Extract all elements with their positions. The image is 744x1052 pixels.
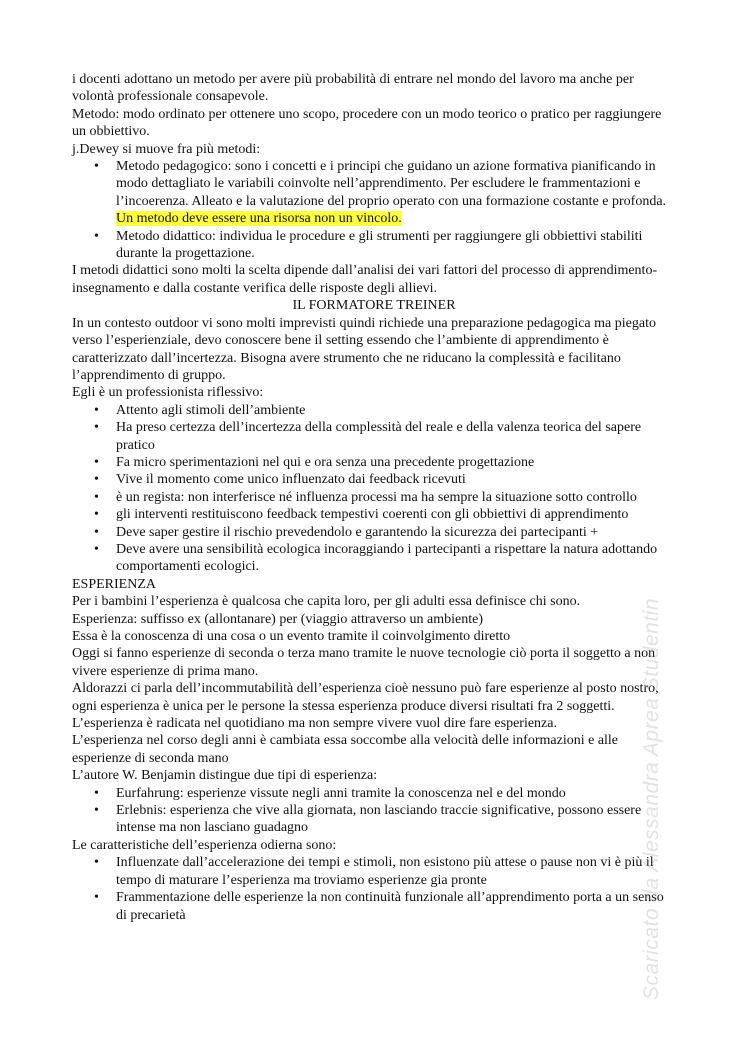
section-heading-esperienza: ESPERIENZA: [72, 576, 156, 592]
list-item: • Frammentazione delle esperienze la non continuità funzionale all’apprendimento porta a un senso di precarietà: [116, 889, 676, 924]
list-item: • Deve avere una sensibilità ecologica incoraggiando i partecipanti a rispettare la natura adottando comportamenti ecologici.: [116, 541, 676, 576]
list-item: • Attento agli stimoli dell’ambiente: [116, 402, 676, 419]
list-item: • Deve saper gestire il rischio prevedendolo e garantendo la sicurezza dei partecipanti +: [116, 524, 676, 541]
esperienza-paragraph: Essa è la conoscenza di una cosa o un evento tramite il coinvolgimento diretto: [72, 629, 511, 644]
esperienza-paragraph: L’autore W. Benjamin distingue due tipi di esperienza:: [72, 768, 378, 784]
formatore-paragraph: In un contesto outdoor vi sono molti imprevisti quindi richiede una preparazione pedagogica ma piegato verso l’esperienziale, devo conoscere bene il setting essendo che l’ambiente di apprendimento è caratterizzato dall’incertezza. Bisogna avere strumento che ne riducano la complessità e facilitano l’apprendimento di gruppo.: [72, 315, 656, 383]
esperienza-paragraph: Aldorazzi ci parla dell’incommutabilità dell’esperienza cioè nessuno può fare esperienze al posto nostro, ogni esperienza è unica per le persone la stessa esperienza produce diversi risultati fra 2 soggetti. L’esperienza è radicata nel quotidiano ma non sempre vivere vuol dire fare esperienza.: [72, 681, 659, 732]
method-definition: Metodo: modo ordinato per ottenere uno scopo, procedere con un modo teorico o pratico per raggiungere un obbiettivo.: [72, 106, 662, 140]
list-item: • Influenzate dall’accelerazione dei tempi e stimoli, non esistono più attese o pause non vi è più il tempo di maturare l’esperienza ma troviamo esperienze gia pronte: [116, 854, 676, 889]
list-item: • Erlebnis: esperienza che vive alla giornata, non lasciando traccie significative, possono essere intense ma non lasciano guadagno: [116, 802, 676, 837]
list-item: • Eurfahrung: esperienze vissute negli anni tramite la conoscenza nel e del mondo: [116, 785, 676, 802]
list-item: • gli interventi restituiscono feedback tempestivi coerenti con gli obbiettivi di apprendimento: [116, 506, 676, 523]
list-item: • Vive il momento come unico influenzato dai feedback ricevuti: [116, 471, 676, 488]
highlighted-text: Un metodo deve essere una risorsa non un vincolo.: [116, 211, 402, 227]
list-item: • è un regista: non interferisce né influenza processi ma ha sempre la situazione sotto controllo: [116, 489, 676, 506]
section-heading-formatore: IL FORMATORE TREINER: [292, 298, 456, 314]
watermark: Scaricato da Alessandra Aprea Studentin: [640, 597, 663, 1000]
intro-paragraph: i docenti adottano un metodo per avere più probabilità di entrare nel mondo del lavoro ma anche per volontà professionale consapevole.: [72, 72, 634, 105]
esperienza-paragraph: Per i bambini l’esperienza è qualcosa che capita loro, per gli adulti essa definisce chi sono.: [72, 594, 581, 610]
list-item: • Fa micro sperimentazioni nel qui e ora senza una precedente progettazione: [116, 454, 676, 471]
traits-list: [72, 402, 676, 576]
esperienza-paragraph: Oggi si fanno esperienze di seconda o terza mano tramite le nuove tecnologie ciò porta il soggetto a non vivere esperienze di prima mano.: [72, 646, 656, 679]
characteristics-list: [72, 854, 676, 924]
list-item: • Metodo didattico: individua le procedure e gli strumenti per raggiungere gli obbiettivi stabiliti durante la progettazione.: [116, 228, 676, 263]
experience-types-list: [72, 785, 676, 837]
document-page: [72, 71, 676, 924]
methods-list: [72, 158, 676, 262]
formatore-lead: Egli è un professionista riflessivo:: [72, 385, 264, 401]
list-item: • Metodo pedagogico: sono i concetti e i principi che guidano un azione formativa pianificando in modo dettagliato le variabili coinvolte nell’apprendimento. Per escludere le frammentazioni e l’incoerenza. Alleato e la valutazione del proprio operato con una formazione costante e profonda. Un metodo deve essere una risorsa non un vincolo.: [116, 158, 676, 228]
esperienza-paragraph: Esperienza: suffisso ex (allontanare) per (viaggio attraverso un ambiente): [72, 611, 484, 627]
characteristics-lead: Le caratteristiche dell’esperienza odierna sono:: [72, 837, 337, 853]
list-item: • Ha preso certezza dell’incertezza della complessità del reale e della valenza teorica del sapere pratico: [116, 419, 676, 454]
dewey-lead: j.Dewey si muove fra più metodi:: [72, 141, 261, 157]
methods-summary: I metodi didattici sono molti la scelta dipende dall’analisi dei vari fattori del processo di apprendimento-insegnamento e dalla costante verifica delle risposte degli allievi.: [72, 263, 658, 296]
esperienza-paragraph: L’esperienza nel corso degli anni è cambiata essa soccombe alla velocità delle informazioni e alle esperienze di seconda mano: [72, 733, 619, 766]
